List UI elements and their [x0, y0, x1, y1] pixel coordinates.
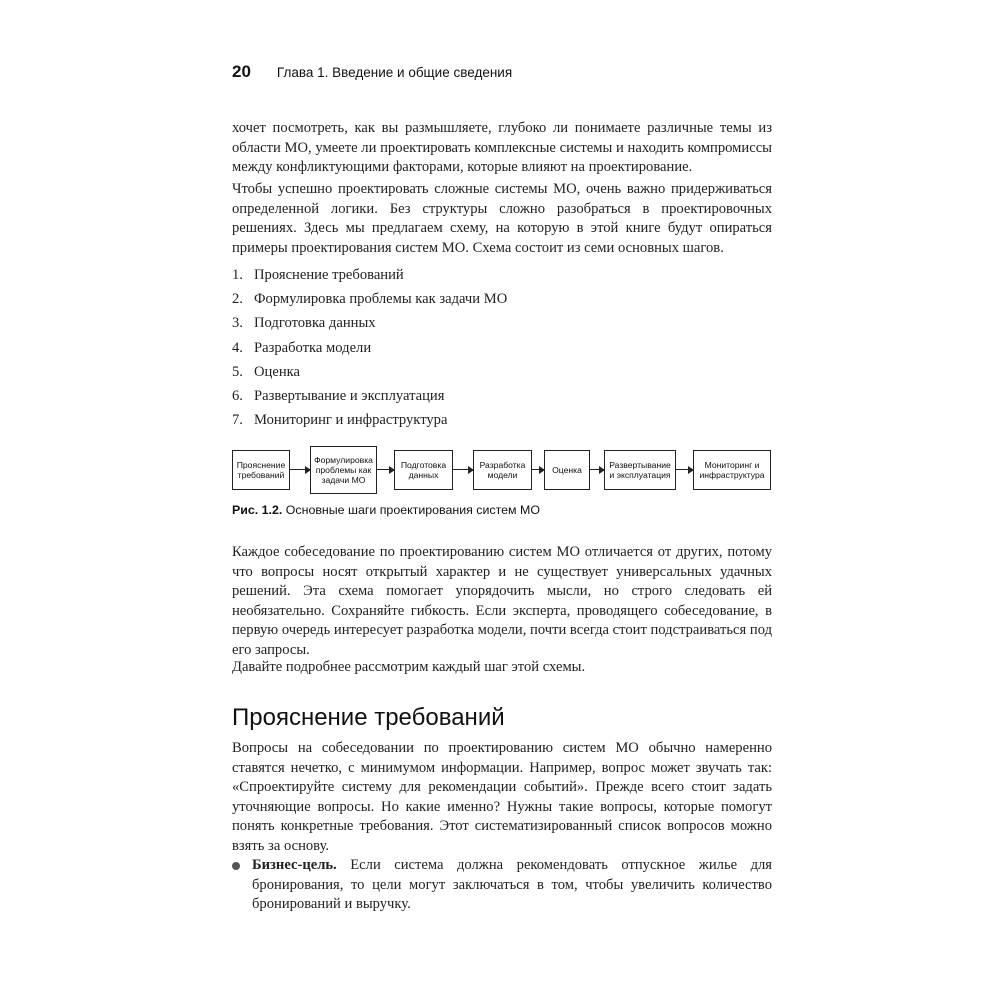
list-item [232, 336, 772, 360]
list-item-label: Развертывание и эксплуатация [254, 388, 445, 405]
list-item-label: Формулировка проблемы как задачи МО [254, 291, 508, 308]
diagram-box-deployment: Развертывание и эксплуатация [604, 450, 676, 490]
list-item [232, 311, 772, 335]
list-item-number: 7. [232, 412, 243, 429]
flow-diagram [232, 446, 772, 496]
paragraph-1: хочет посмотреть, как вы размышляете, глубоко ли понимаете различные темы из области МО, умеете ли проектировать комплексные системы и находить компромиссы между конфликтующими факторами, которые влияют на проектирование. [232, 120, 772, 176]
bullet-text [252, 856, 772, 915]
list-item [232, 360, 772, 384]
list-item-label: Оценка [254, 363, 300, 380]
paragraph-5: Вопросы на собеседовании по проектированию систем МО обычно намеренно ставятся нечетко, с минимумом информации. Например, вопрос может звучать так: «Спроектируйте систему для рекомендации событий». Прежде всего стоит задать уточняющие вопросы. Но какие именно? Нужны такие вопросы, которые помогут понять конкретные требования. Этот систематизированный список вопросов можно взять за основу. [232, 740, 772, 854]
chapter-title: Глава 1. Введение и общие сведения [276, 65, 513, 80]
bullet-term: Бизнес-цель. [252, 857, 337, 873]
arrow-right-icon [676, 469, 693, 470]
list-item [232, 263, 772, 287]
list-item [232, 287, 772, 311]
diagram-box-requirements: Прояснение требований [232, 450, 290, 490]
diagram-box-model: Разработка модели [473, 450, 532, 490]
list-item-number: 4. [232, 339, 243, 356]
section-heading: Прояснение требований [232, 704, 505, 731]
running-header [232, 62, 512, 82]
list-item-number: 2. [232, 291, 243, 308]
page-number: 20 [232, 62, 251, 81]
list-item [232, 408, 772, 432]
bullet-item [232, 856, 772, 915]
diagram-box-problem: Формулировка проблемы как задачи МО [310, 446, 377, 494]
diagram-box-evaluation: Оценка [544, 450, 590, 490]
list-item-number: 6. [232, 388, 243, 405]
diagram-box-data: Подготовка данных [394, 450, 453, 490]
figure-caption-text: Основные шаги проектирования систем МО [285, 503, 540, 517]
paragraph-4: Давайте подробнее рассмотрим каждый шаг этой схемы. [232, 659, 586, 675]
arrow-right-icon [532, 469, 544, 470]
bullet-body: Если система должна рекомендовать отпускное жилье для бронирования, то цели могут заключаться в том, чтобы увеличить количество бронирований и выручку. [252, 857, 772, 913]
figure-label: Рис. 1.2. [232, 503, 283, 517]
list-item-label: Разработка модели [254, 339, 372, 356]
list-item-label: Мониторинг и инфраструктура [254, 412, 448, 429]
list-item-number: 1. [232, 267, 243, 283]
arrow-right-icon [590, 469, 604, 470]
list-item-label: Прояснение требований [254, 267, 404, 283]
diagram-box-monitoring: Мониторинг и инфраструктура [693, 450, 771, 490]
arrow-right-icon [453, 469, 473, 470]
paragraph-3: Каждое собеседование по проектированию систем МО отличается от других, потому что вопросы носят открытый характер и не существует универсальных удачных решений. Эта схема помогает упорядочить мысли, но строго следовать ей необязательно. Сохраняйте гибкость. Если эксперта, проводящего собеседование, в первую очередь интересует разработка модели, почти всегда стоит подстраиваться под его запросы. [232, 544, 772, 658]
list-item-number: 3. [232, 315, 243, 332]
paragraph-2: Чтобы успешно проектировать сложные системы МО, очень важно придерживаться определенной логики. Без структуры сложно разобраться в проектировочных решениях. Здесь мы предлагаем схему, на которую в этой книге будут опираться примеры проектирования систем МО. Схема состоит из семи основных шагов. [232, 181, 772, 256]
list-item-label: Подготовка данных [254, 315, 376, 332]
list-item-number: 5. [232, 363, 243, 380]
arrow-right-icon [377, 469, 394, 470]
arrow-right-icon [290, 469, 310, 470]
list-item [232, 384, 772, 408]
steps-list [232, 263, 772, 432]
figure-caption [232, 503, 540, 517]
bullet-dot-icon [232, 862, 240, 870]
